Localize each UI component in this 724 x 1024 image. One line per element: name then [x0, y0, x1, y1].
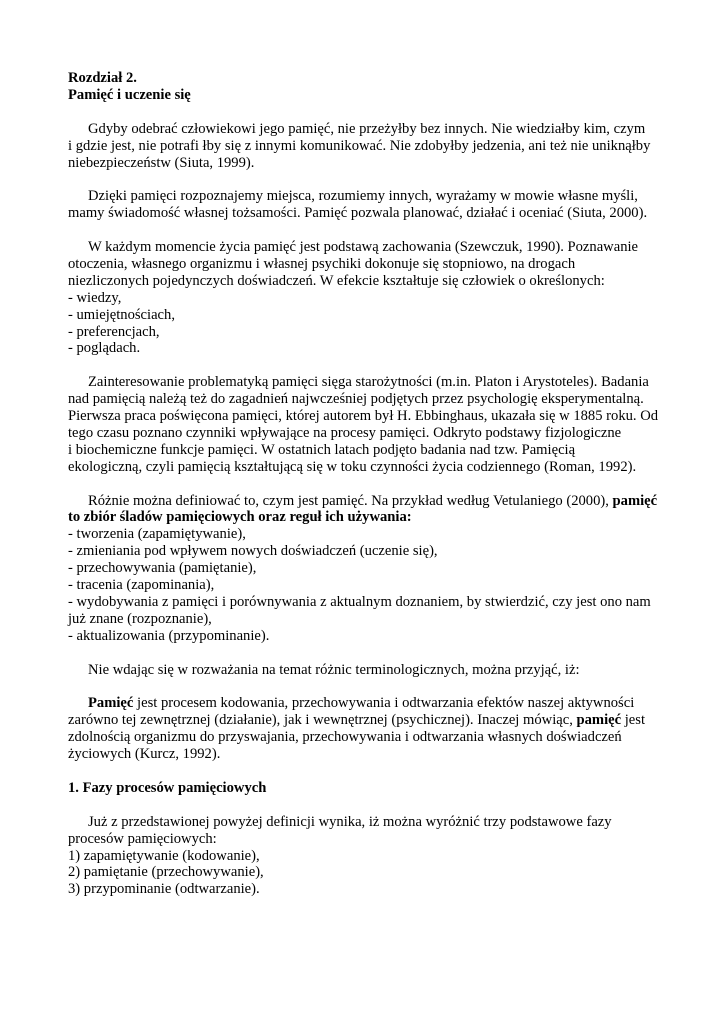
section-1-intro	[68, 814, 668, 848]
paragraph-line: Zainteresowanie problematyką pamięci sięga starożytności (m.in. Platon i Arystoteles). Badania	[88, 374, 649, 391]
list-phases	[68, 848, 668, 899]
paragraph-1	[68, 121, 668, 172]
paragraph-line: tego czasu poznano czynniki wpływające na procesy pamięci. Odkryto podstawy fizjologiczne	[68, 424, 622, 441]
list-item: - umiejętnościach,	[68, 306, 175, 323]
list-item: 1) zapamiętywanie (kodowanie),	[68, 847, 260, 864]
bold-term: pamięć	[612, 492, 658, 509]
paragraph-line	[68, 712, 668, 729]
paragraph-line: mamy świadomość własnej tożsamości. Pamięć pozwala planować, działać i oceniać (Siuta, 2000).	[68, 205, 648, 222]
bold-definition: to zbiór śladów pamięciowych oraz reguł ich używania:	[68, 509, 412, 526]
paragraph-line: życiowych (Kurcz, 1992).	[68, 746, 221, 763]
paragraph-line: Już z przedstawionej powyżej definicji wynika, iż można wyróżnić trzy podstawowe fazy	[88, 813, 612, 830]
list-item: 3) przypominanie (odtwarzanie).	[68, 881, 260, 898]
paragraph-6: Nie wdając się w rozważania na temat różnic terminologicznych, można przyjąć, iż:	[88, 661, 580, 678]
paragraph-line	[68, 695, 668, 712]
list-item: - przechowywania (pamiętanie),	[68, 560, 257, 577]
paragraph-line: nad pamięcią należą też do zagadnień najwcześniej podjętych przez psychologię eksperymentalną.	[68, 391, 644, 408]
chapter-label: Rozdział 2.	[68, 70, 137, 86]
list-item: - tracenia (zapominania),	[68, 577, 215, 594]
list-memory-functions	[68, 526, 668, 644]
list-item: - poglądach.	[68, 340, 141, 357]
list-item: 2) pamiętanie (przechowywanie),	[68, 864, 264, 881]
paragraph-line: W każdym momencie życia pamięć jest podstawą zachowania (Szewczuk, 1990). Poznawanie	[88, 239, 639, 256]
paragraph-line	[68, 493, 668, 510]
bold-term: pamięć	[576, 712, 622, 729]
list-item: - preferencjach,	[68, 323, 160, 340]
paragraph-line: otoczenia, własnego organizmu i własnej psychiki dokonuje się stopniowo, na drogach	[68, 255, 576, 272]
paragraph-line: procesów pamięciowych:	[68, 830, 217, 847]
list-item: - zmieniania pod wpływem nowych doświadczeń (uczenie się),	[68, 543, 438, 560]
paragraph-line: Pierwsza praca poświęcona pamięci, której autorem był H. Ebbinghaus, ukazała się w 1885 roku. Od	[68, 408, 659, 425]
paragraph-line: Dzięki pamięci rozpoznajemy miejsca, rozumiemy innych, wyrażamy w mowie własne myśli,	[88, 188, 638, 205]
list-knowledge	[68, 290, 668, 358]
paragraph-line: zdolnością organizmu do przyswajania, przechowywania i odtwarzania własnych doświadczeń	[68, 729, 622, 746]
list-item: - wydobywania z pamięci i porównywania z aktualnym doznaniem, by stwierdzić, czy jest ono nam	[68, 594, 651, 611]
list-item: - tworzenia (zapamiętywanie),	[68, 526, 246, 543]
paragraph-line: Gdyby odebrać człowiekowi jego pamięć, nie przeżyłby bez innych. Nie wiedziałby kim, czym	[88, 120, 646, 137]
paragraph-text: jest procesem kodowania, przechowywania i odtwarzania efektów naszej aktywności	[133, 695, 635, 712]
paragraph-5	[68, 493, 668, 527]
section-heading: 1. Fazy procesów pamięciowych	[68, 779, 267, 796]
paragraph-line: niezliczonych pojedynczych doświadczeń. W efekcie kształtuje się człowiek o określonych:	[68, 272, 605, 289]
paragraph-line: ekologiczną, czyli pamięcią kształtującą się w toku czynności życia codziennego (Roman, 1992).	[68, 458, 637, 475]
paragraph-2	[68, 188, 668, 222]
document-page	[68, 70, 668, 898]
paragraph-line: niebezpieczeństw (Siuta, 1999).	[68, 154, 255, 171]
paragraph-text: zarówno tej zewnętrznej (działanie), jak i wewnętrznej (psychicznej). Inaczej mówiąc,	[68, 712, 577, 729]
chapter-title: Pamięć i uczenie się	[68, 86, 191, 103]
paragraph-text: Różnie można definiować to, czym jest pamięć. Na przykład według Vetulaniego (2000),	[88, 492, 613, 509]
paragraph-line: i gdzie jest, nie potrafi łby się z innymi komunikować. Nie zdobyłby jedzenia, ani też nie uniknąłby	[68, 137, 651, 154]
list-item: już znane (rozpoznanie),	[68, 610, 212, 627]
paragraph-line: i biochemiczne funkcje pamięci. W ostatnich latach podjęto badania nad tzw. Pamięcią	[68, 441, 576, 458]
paragraph-4	[68, 374, 668, 475]
list-item: - aktualizowania (przypominanie).	[68, 627, 270, 644]
paragraph-text: jest	[621, 712, 646, 729]
paragraph-7	[68, 695, 668, 763]
paragraph-3	[68, 239, 668, 290]
list-item: - wiedzy,	[68, 289, 122, 306]
bold-term: Pamięć	[88, 695, 134, 712]
